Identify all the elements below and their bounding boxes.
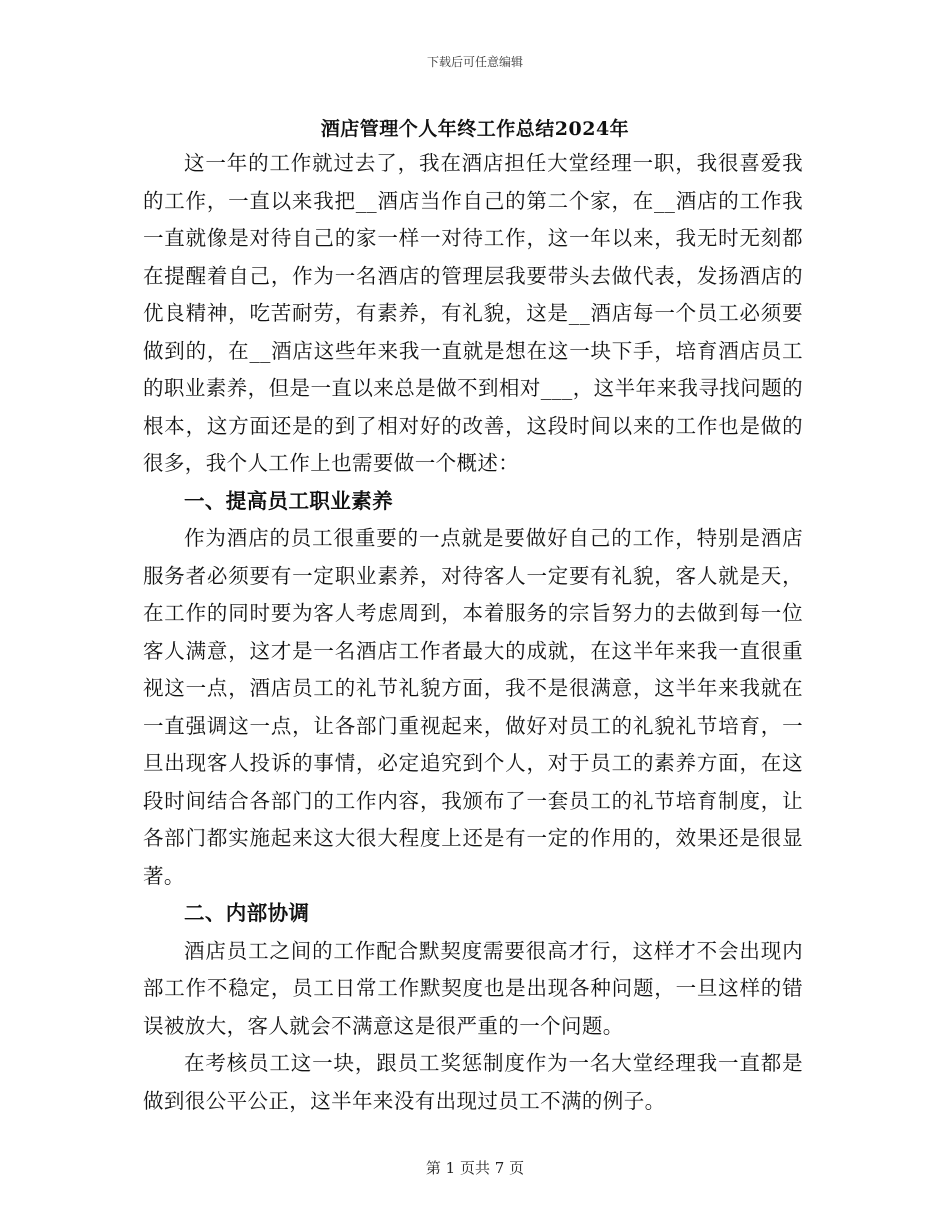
- document-title: 酒店管理个人年终工作总结2024年: [320, 118, 630, 140]
- paragraph-section-1: 作为酒店的员工很重要的一点就是要做好自己的工作，特别是酒店服务者必须要有一定职业素养，对待客人一定要有礼貌，客人就是天，在工作的同时要为客人考虑周到，本着服务的宗旨努力的去做到每一位客人满意，这才是一名酒店工作者最大的成就，在这半年来我一直很重视这一点，酒店员工的礼节礼貌方面，我不是很满意，这半年来我就在一直强调这一点，让各部门重视起来，做好对员工的礼貌礼节培育，一旦出现客人投诉的事情，必定追究到个人，对于员工的素养方面，在这段时间结合各部门的工作内容，我颁布了一套员工的礼节培育制度，让各部门都实施起来这大很大程度上还是有一定的作用的，效果还是很显著。: [143, 526, 803, 888]
- header-note: 下载后可任意编辑: [426, 55, 523, 69]
- paragraph-intro: 这一年的工作就过去了，我在酒店担任大堂经理一职，我很喜爱我的工作，一直以来我把__酒店当作自己的第二个家，在__酒店的工作我一直就像是对待自己的家一样一对待工作，这一年以来，我无时无刻都在提醒着自己，作为一名酒店的管理层我要带头去做代表，发扬酒店的优良精神，吃苦耐劳，有素养，有礼貌，这是__酒店每一个员工必须要做到的，在__酒店这些年来我一直就是想在这一块下手，培育酒店员工的职业素养，但是一直以来总是做不到相对___，这半年来我寻找问题的根本，这方面还是的到了相对好的改善，这段时间以来的工作也是做的很多，我个人工作上也需要做一个概述：: [143, 151, 803, 475]
- section-heading-2: 二、内部协调: [184, 901, 310, 925]
- document-body: [143, 145, 803, 1120]
- section-heading-1: 一、提高员工职业素养: [184, 488, 393, 513]
- paragraph-section-2b: 在考核员工这一块，跟员工奖惩制度作为一名大堂经理我一直都是做到很公平公正，这半年来没有出现过员工不满的例子。: [143, 1051, 803, 1113]
- paragraph-section-2a: 酒店员工之间的工作配合默契度需要很高才行，这样才不会出现内部工作不稳定，员工日常工作默契度也是出现各种问题，一旦这样的错误被放大，客人就会不满意这是很严重的一个问题。: [143, 938, 803, 1038]
- page-number: 第 1 页共 7 页: [425, 1159, 525, 1177]
